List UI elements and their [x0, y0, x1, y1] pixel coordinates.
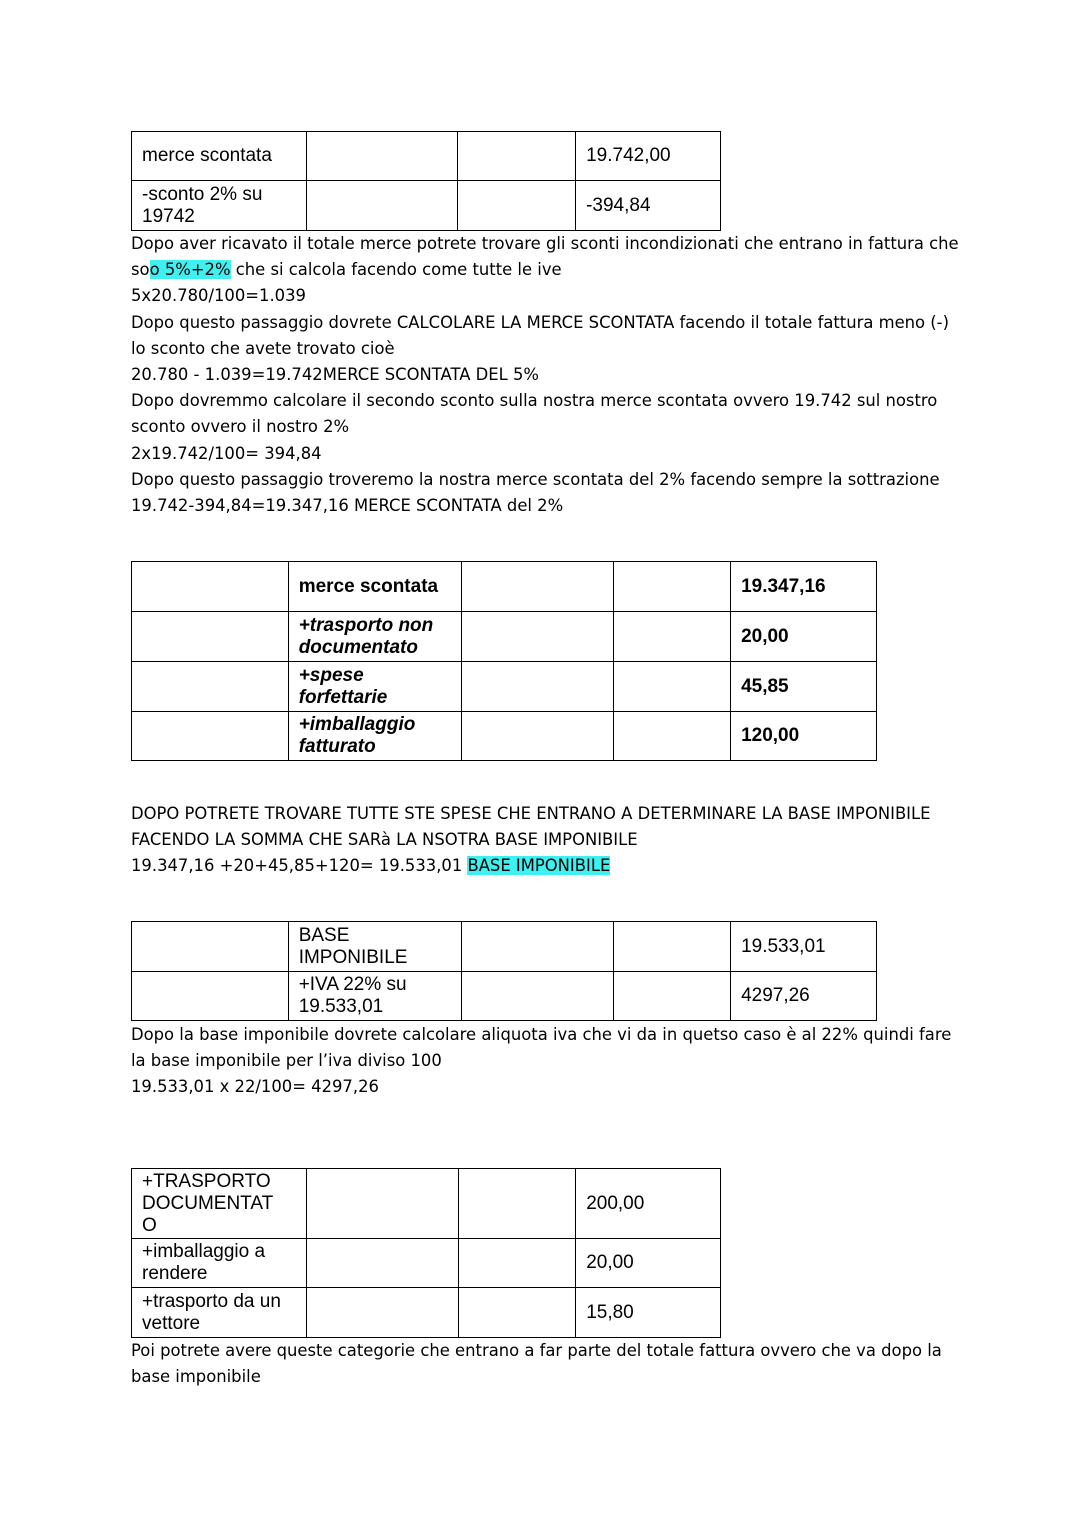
paragraph-base-imponibile: DOPO POTRETE TROVARE TUTTE STE SPESE CHE ENTRANO A DETERMINARE LA BASE IMPONIBILE FACENDO LA SOMMA CHE SARà LA NSOTRA BASE IMPONIBILE 19.347,16 +20+45,85+120= 19.533,01 BASE IMPONIBILE: [131, 804, 931, 876]
table-row: [132, 922, 877, 972]
paragraph-sconti: Dopo aver ricavato il totale merce potrete trovare gli sconti incondizionati che entrano in fattura che soo 5%+2% che si calcola facendo come tutte le ive 5x20.780/100=1.039 Dopo questo passaggio dovrete CALCOLARE LA MERCE SCONTATA facendo il totale fattura meno (-) lo sconto che avete trovato cioè 20.780 - 1.039=19.742MERCE SCONTATA DEL 5% Dopo dovremmo calcolare il secondo sconto sulla nostra merce scontata ovvero 19.742 sul nostro sconto ovvero il nostro 2% 2x19.742/100= 394,84 Dopo questo passaggio troveremo la nostra merce scontata del 2% facendo sempre la sottrazione 19.742-394,84=19.347,16 MERCE SCONTATA del 2%: [131, 234, 959, 516]
paragraph-iva: Dopo la base imponibile dovrete calcolare aliquota iva che vi da in quetso caso è al 22% quindi fare la base imponibile per l’iva diviso 100 19.533,01 x 22/100= 4297,26: [131, 1025, 952, 1097]
table-row: [132, 181, 721, 231]
row-value: 20,00: [576, 1239, 721, 1288]
table-iva: [131, 921, 877, 1021]
table-row: [132, 1239, 721, 1288]
row-value: 15,80: [576, 1288, 721, 1338]
table-row: [132, 1169, 721, 1239]
row-label: +TRASPORTO DOCUMENTAT O: [132, 1169, 307, 1239]
row-label: merce scontata: [288, 562, 461, 612]
table-row: [132, 612, 877, 662]
table-row: [132, 562, 877, 612]
row-value: 19.742,00: [576, 132, 721, 181]
row-label: +trasporto da un vettore: [132, 1288, 307, 1338]
table-row: [132, 712, 877, 761]
row-value: 19.533,01: [731, 922, 877, 972]
row-label: +trasporto non documentato: [288, 612, 461, 662]
table-row: [132, 132, 721, 181]
table-merce-scontata-5: [131, 131, 721, 231]
row-value: 19.347,16: [731, 562, 877, 612]
table-row: [132, 972, 877, 1021]
row-label: +IVA 22% su 19.533,01: [288, 972, 461, 1021]
row-label: -sconto 2% su 19742: [132, 181, 307, 231]
row-value: -394,84: [576, 181, 721, 231]
row-label: +imballaggio fatturato: [288, 712, 461, 761]
table-row: [132, 662, 877, 712]
highlight-base-imponibile: BASE IMPONIBILE: [467, 856, 611, 876]
row-label: +imballaggio a rendere: [132, 1239, 307, 1288]
row-value: 200,00: [576, 1169, 721, 1239]
row-value: 120,00: [731, 712, 877, 761]
table-spese: [131, 561, 877, 761]
row-value: 20,00: [731, 612, 877, 662]
highlight-sconti: o 5%+2%: [149, 260, 231, 280]
row-value: 4297,26: [731, 972, 877, 1021]
row-label: +spese forfettarie: [288, 662, 461, 712]
table-spese-documentate: [131, 1168, 721, 1338]
row-value: 45,85: [731, 662, 877, 712]
paragraph-totale-fattura: Poi potrete avere queste categorie che entrano a far parte del totale fattura ovvero che va dopo la base imponibile: [131, 1341, 942, 1387]
table-row: [132, 1288, 721, 1338]
row-label: BASE IMPONIBILE: [288, 922, 461, 972]
row-label: merce scontata: [132, 132, 307, 181]
